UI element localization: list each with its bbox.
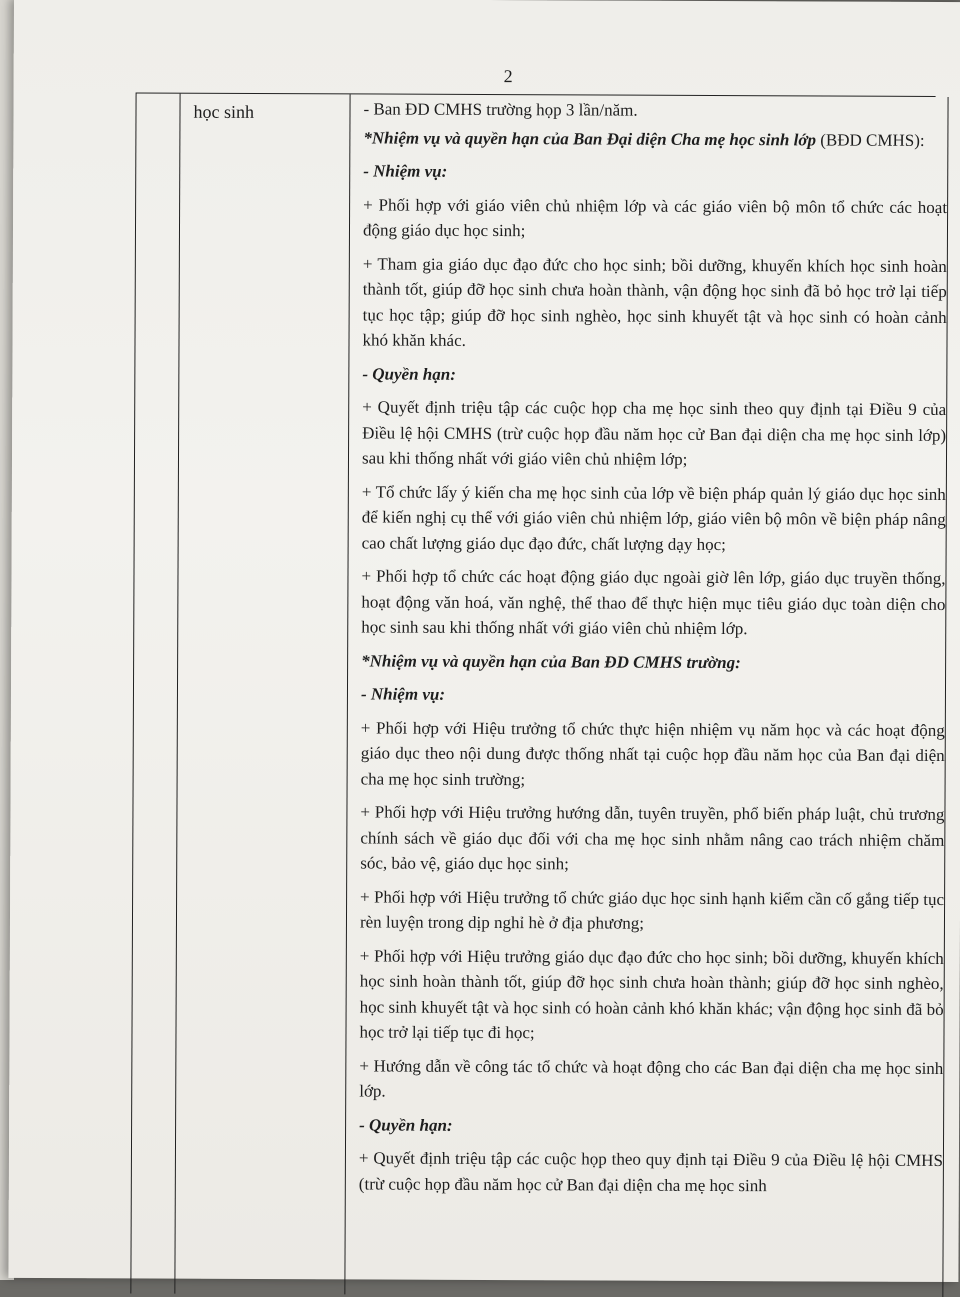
paragraph: + Tổ chức lấy ý kiến cha mẹ học sinh của lớp về biện pháp quản lý giáo dục học sinh để kiến nghị cụ thể với giáo viên chủ nhiệm lớp, giáo viên bộ môn về biện pháp nâng cao chất lượng giáo dục đạo đức, chất lượng dạy học;: [361, 481, 946, 554]
paragraph: + Phối hợp với Hiệu trưởng tổ chức thực hiện nhiệm vụ năm học và các hoạt động giáo dục theo nội dung được thống nhất tại cuộc họp đầu năm học của Ban đại diện cha mẹ học sinh trường;: [360, 717, 945, 789]
paragraph: + Phối hợp với Hiệu trưởng giáo dục đạo đức cho học sinh; bồi dưỡng, khuyến khích học sinh hoàn thành tốt, giúp đỡ học sinh chưa hoàn thành; giúp đỡ học sinh nghèo, học sinh khuyết tật và học sinh có hoàn cảnh khó khăn khác; vận động học sinh đã bỏ học trở lại tiếp tục đi học;: [359, 945, 944, 1043]
paragraph: + Phối hợp với giáo viên chủ nhiệm lớp và các giáo viên bộ môn tổ chức các hoạt động giáo dục học sinh;: [362, 194, 948, 241]
content-cell: [359, 96, 948, 1207]
paragraph: + Hướng dẫn về công tác tổ chức và hoạt động cho các Ban đại diện cha mẹ học sinh lớp.: [359, 1055, 944, 1101]
index-cell: [130, 93, 177, 1293]
section-heading-bold: *Nhiệm vụ và quyền hạn của Ban Đại diện Cha mẹ học sinh lớp: [363, 127, 817, 149]
paragraph: + Phối hợp với Hiệu trưởng tổ chức giáo dục học sinh hạnh kiểm cần cố gắng tiếp tục rèn luyện trong dịp nghỉ hè ở địa phương;: [359, 886, 945, 933]
section-heading: [363, 125, 947, 153]
subheading: - Quyền hạn:: [362, 363, 456, 384]
content-table: [130, 92, 948, 1296]
paragraph: + Tham gia giáo dục đạo đức cho học sinh; bồi dưỡng, khuyến khích học sinh hoàn thành tốt, giúp đỡ học sinh chưa hoàn thành, vận động học sinh đã bỏ học trở lại tiếp tục học tập; giúp đỡ học sinh nghèo, học sinh khuyết tật và học sinh có hoàn cảnh khó khăn khác.: [362, 253, 947, 350]
paragraph: + Quyết định triệu tập các cuộc họp cha mẹ học sinh theo quy định tại Điều 9 của Điều lệ hội CMHS (trừ cuộc họp đầu năm học cử Ban đại diện cha mẹ học sinh lớp) sau khi thống nhất với giáo viên chủ nhiệm lớp;: [361, 397, 947, 469]
table-divider-2: [344, 94, 350, 1294]
page-number: 2: [503, 66, 513, 87]
paragraph: - Ban ĐD CMHS trường họp 3 lần/năm.: [363, 99, 638, 120]
subheading: - Nhiệm vụ:: [363, 161, 448, 181]
section-heading-normal: (BĐD CMHS):: [815, 129, 925, 150]
row-label-cell: học sinh: [193, 101, 255, 122]
subheading: - Quyền hạn:: [359, 1114, 453, 1135]
section-heading: *Nhiệm vụ và quyền hạn của Ban ĐD CMHS trường:: [361, 650, 741, 672]
paragraph: + Quyết định triệu tập các cuộc họp theo quy định tại Điều 9 của Điều lệ hội CMHS (trừ cuộc họp đầu năm học cử Ban đại diện cha mẹ học sinh: [358, 1148, 943, 1195]
paragraph: + Phối hợp tổ chức các hoạt động giáo dục ngoài giờ lên lớp, giáo dục truyền thống, hoạt động văn hoá, văn nghệ, thể thao để thực hiện mục tiêu giáo dục toàn diện cho học sinh sau khi thống nhất với giáo viên chủ nhiệm lớp.: [361, 566, 946, 639]
document-page: [8, 0, 960, 1282]
subheading: - Nhiệm vụ:: [360, 684, 446, 704]
paragraph: + Phối hợp với Hiệu trưởng hướng dẫn, tuyên truyền, phổ biến pháp luật, chủ trương chính sách về giáo dục đối với cha mẹ học sinh nhằm nâng cao trách nhiệm chăm sóc, bảo vệ, giáo dục học sinh;: [360, 802, 945, 874]
